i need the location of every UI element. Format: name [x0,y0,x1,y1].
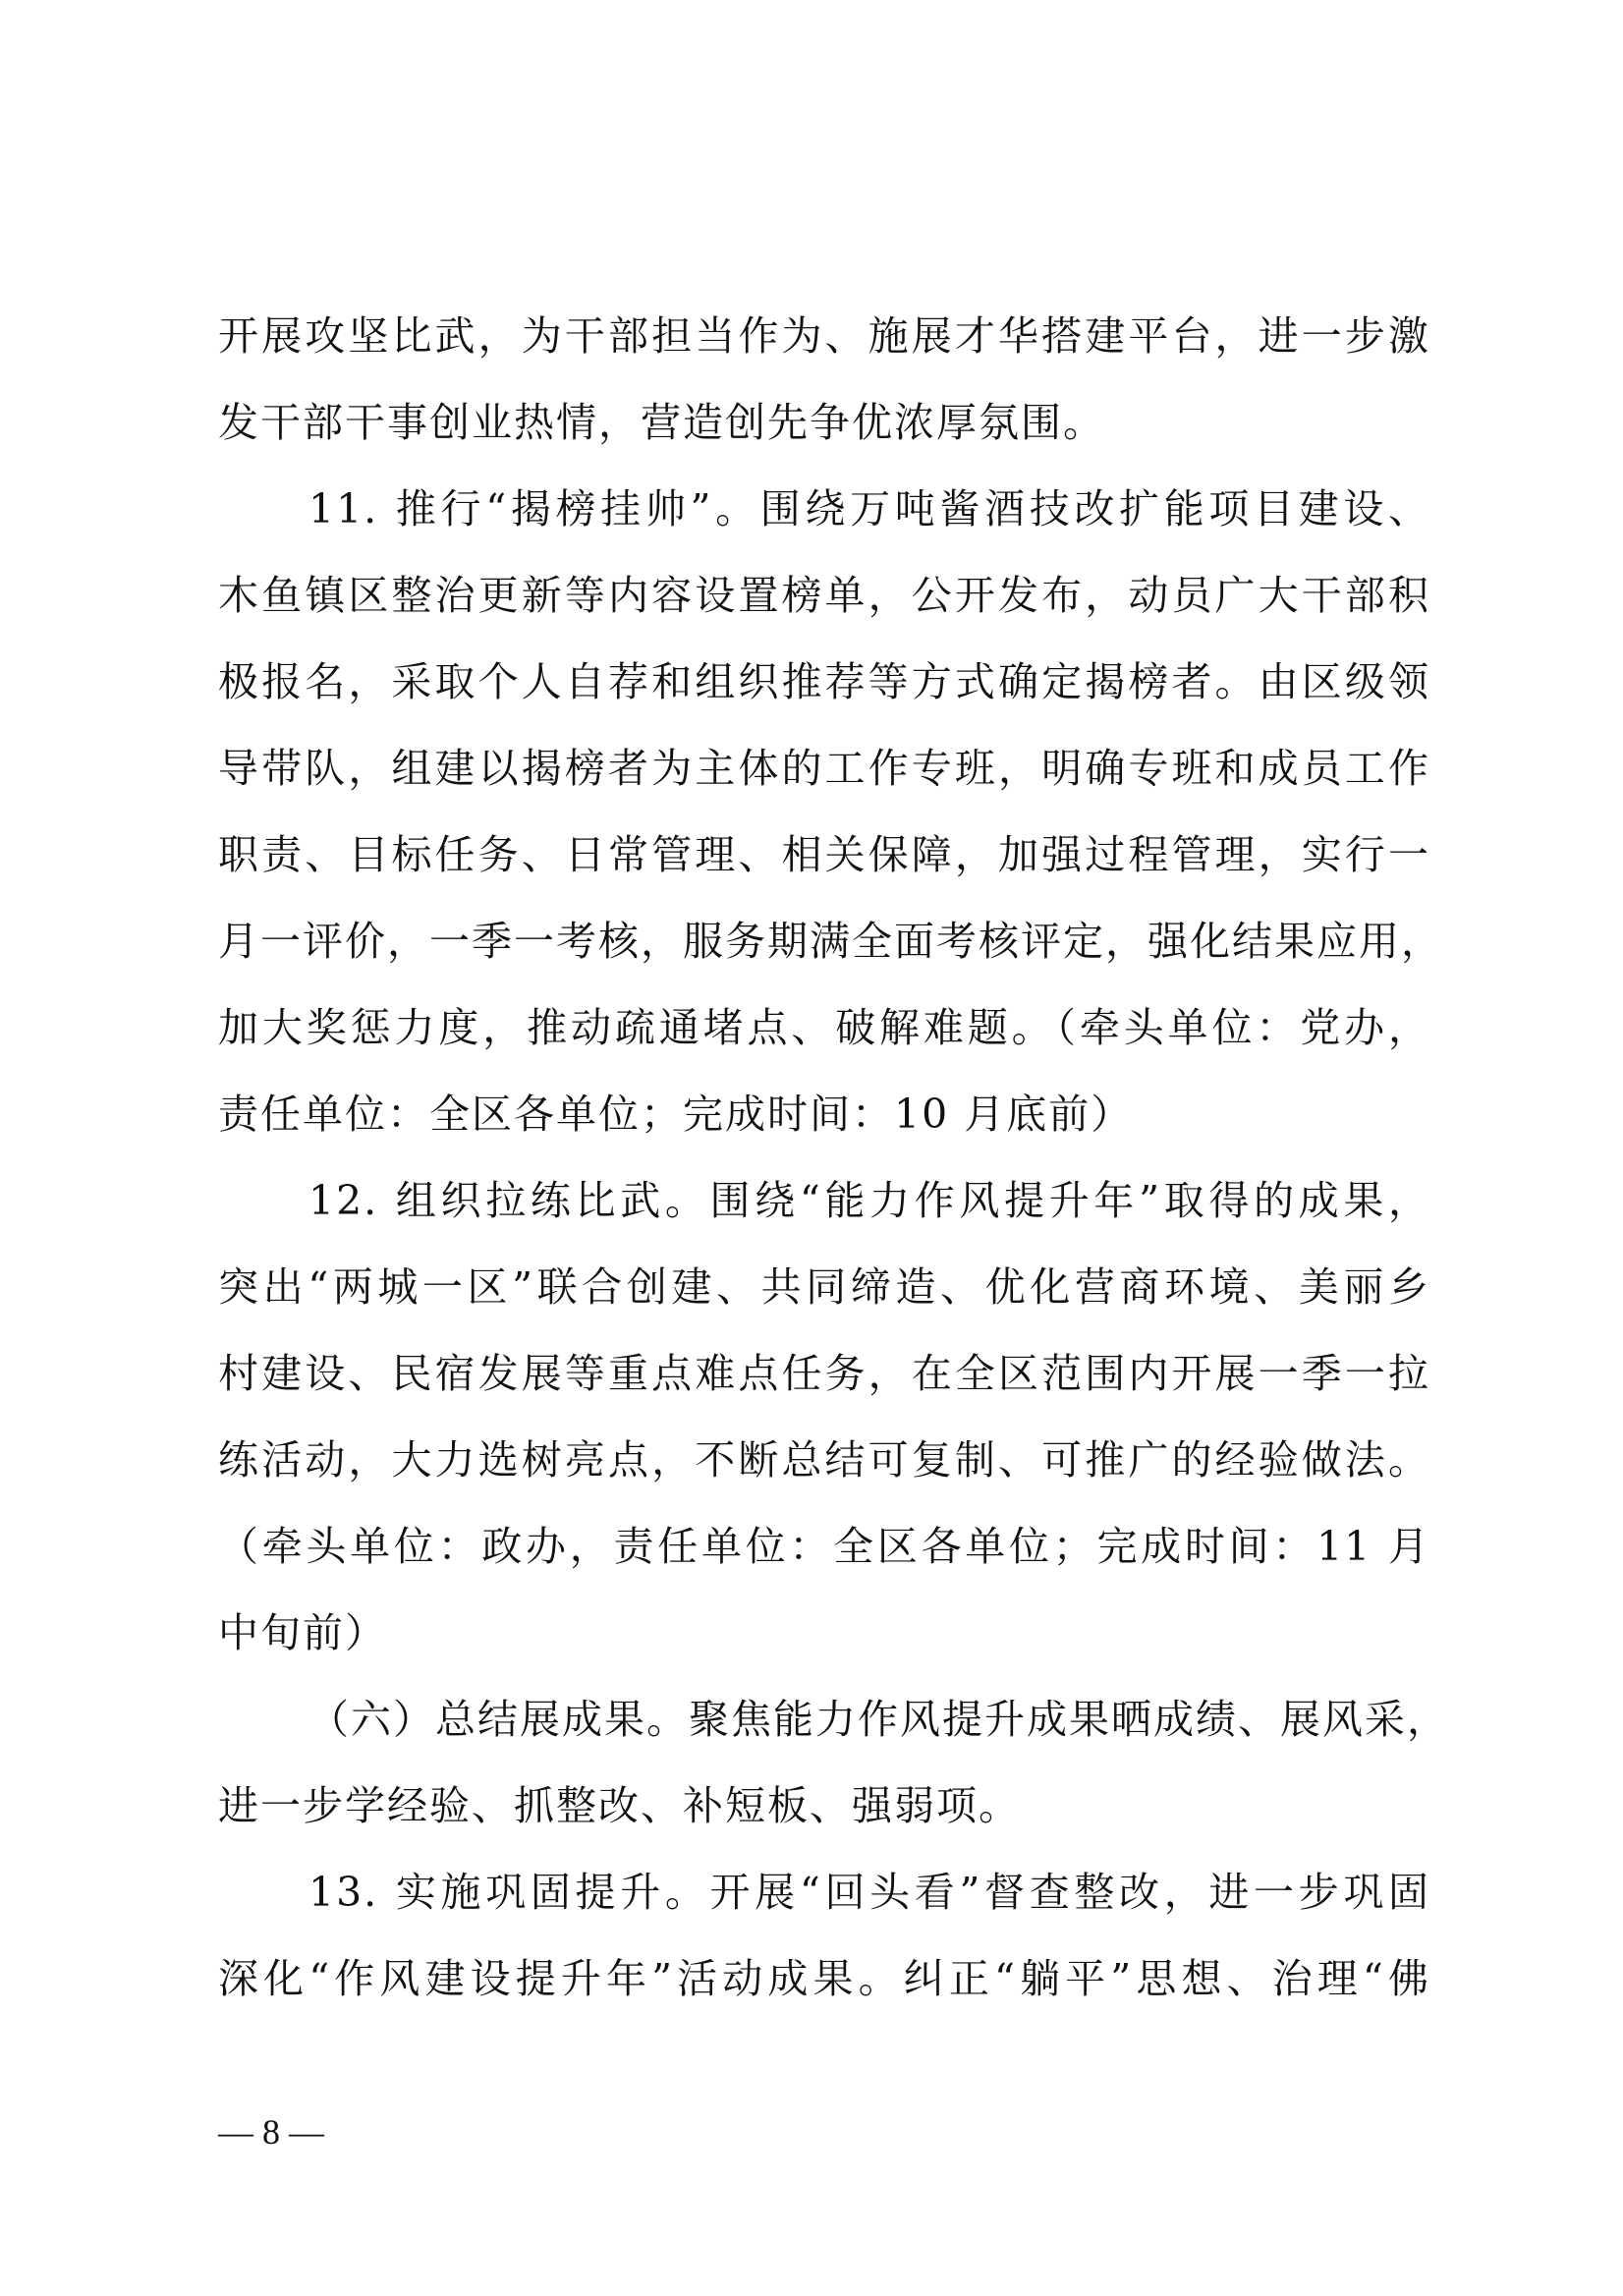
text-line: 木鱼镇区整治更新等内容设置榜单，公开发布，动员广大干部积 [218,572,1430,619]
text-line: 练活动，大力选树亮点，不断总结可复制、可推广的经验做法。 [218,1436,1430,1484]
text-line: 中旬前） [218,1609,387,1656]
text-line: 责任单位：全区各单位；完成时间：10 月底前） [218,1091,1134,1138]
text-line: 加大奖惩力度，推动疏通堵点、破解难题。（牵头单位：党办， [218,1004,1430,1051]
text-line: 突出“两城一区”联合创建、共同缔造、优化营商环境、美丽乡 [218,1263,1430,1311]
text-line: 深化“作风建设提升年”活动成果。纠正“躺平”思想、治理“佛 [218,1955,1430,2002]
text-line: 导带队，组建以揭榜者为主体的工作专班，明确专班和成员工作 [218,745,1430,792]
paragraph-heading-line: 11. 推行“揭榜挂帅”。围绕万吨酱酒技改扩能项目建设、 [308,485,1430,532]
page-number: — 8 — [218,2112,324,2152]
text-line: （牵头单位：政办，责任单位：全区各单位；完成时间：11 月 [218,1523,1430,1570]
text-line: 进一步学经验、抓整改、补短板、强弱项。 [218,1782,1021,1829]
text-line: 村建设、民宿发展等重点难点任务，在全区范围内开展一季一拉 [218,1350,1430,1397]
section-heading-line: （六）总结展成果。聚焦能力作风提升成果晒成绩、展风采， [308,1696,1449,1743]
text-line: 开展攻坚比武，为干部担当作为、施展才华搭建平台，进一步激 [218,312,1430,360]
body-text [218,293,1449,2022]
text-line: 极报名，采取个人自荐和组织推荐等方式确定揭榜者。由区级领 [218,658,1430,705]
text-line: 月一评价，一季一考核，服务期满全面考核评定，强化结果应用， [218,918,1443,965]
text-line: 发干部干事创业热情，营造创先争优浓厚氛围。 [218,399,1105,446]
paragraph-heading-line: 12. 组织拉练比武。围绕“能力作风提升年”取得的成果， [308,1177,1430,1224]
paragraph-heading-line: 13. 实施巩固提升。开展“回头看”督查整改，进一步巩固 [308,1869,1430,1916]
text-line: 职责、目标任务、日常管理、相关保障，加强过程管理，实行一 [218,831,1430,878]
